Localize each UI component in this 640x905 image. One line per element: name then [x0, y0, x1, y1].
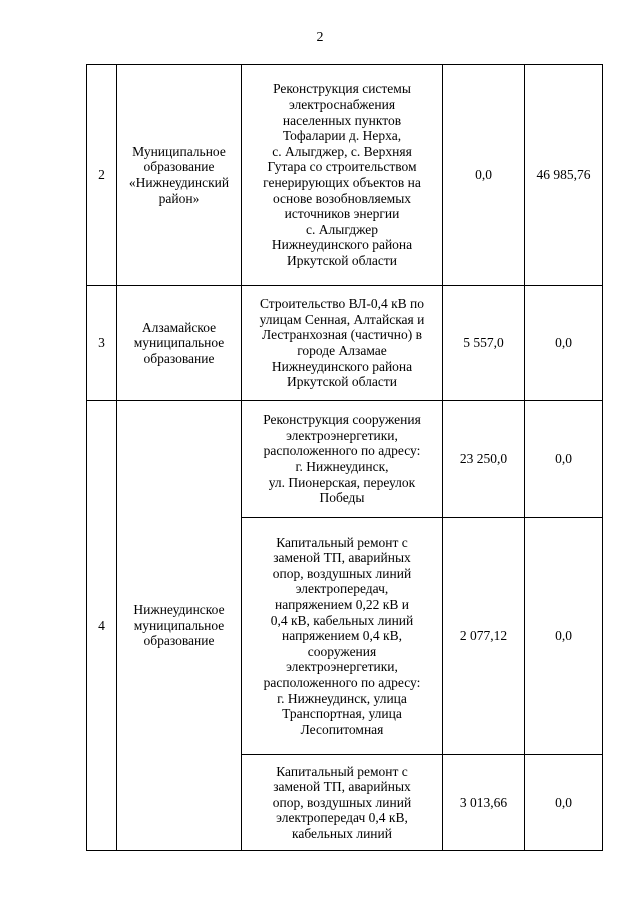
value-column-2: 46 985,76 [525, 65, 603, 286]
value-column-1: 2 077,12 [443, 518, 525, 755]
project-description: Строительство ВЛ-0,4 кВ по улицам Сенная, Алтайская и Лестранхозная (частично) в городе Алзамае Нижнеудинского района Иркутской области [242, 286, 443, 401]
municipality-name: Нижнеудинское муниципальное образование [117, 401, 242, 851]
table-row [87, 65, 603, 286]
value-column-2: 0,0 [525, 755, 603, 851]
value-column-1: 5 557,0 [443, 286, 525, 401]
value-column-1: 0,0 [443, 65, 525, 286]
table-row [87, 401, 603, 518]
project-description: Реконструкция сооружения электроэнергетики, расположенного по адресу: г. Нижнеудинск, ул. Пионерская, переулок Победы [242, 401, 443, 518]
table-row [87, 286, 603, 401]
page-number: 2 [316, 30, 324, 45]
project-description: Реконструкция системы электроснабжения населенных пунктов Тофаларии д. Нерха, с. Алыгджер, с. Верхняя Гутара со строительством генерирующих объектов на основе возобновляемых источников энергии с. Алыгджер Нижнеудинского района Иркутской области [242, 65, 443, 286]
row-number: 4 [87, 401, 117, 851]
project-description: Капитальный ремонт с заменой ТП, аварийных опор, воздушных линий электропередач 0,4 кВ, кабельных линий [242, 755, 443, 851]
value-column-1: 23 250,0 [443, 401, 525, 518]
value-column-1: 3 013,66 [443, 755, 525, 851]
project-description: Капитальный ремонт с заменой ТП, аварийных опор, воздушных линий электропередач, напряжением 0,22 кВ и 0,4 кВ, кабельных линий напряжением 0,4 кВ, сооружения электроэнергетики, расположенного по адресу: г. Нижнеудинск, улица Транспортная, улица Лесопитомная [242, 518, 443, 755]
projects-table [86, 64, 603, 851]
row-number: 2 [87, 65, 117, 286]
municipality-name: Муниципальное образование «Нижнеудинский район» [117, 65, 242, 286]
value-column-2: 0,0 [525, 401, 603, 518]
value-column-2: 0,0 [525, 286, 603, 401]
row-number: 3 [87, 286, 117, 401]
value-column-2: 0,0 [525, 518, 603, 755]
municipality-name: Алзамайское муниципальное образование [117, 286, 242, 401]
